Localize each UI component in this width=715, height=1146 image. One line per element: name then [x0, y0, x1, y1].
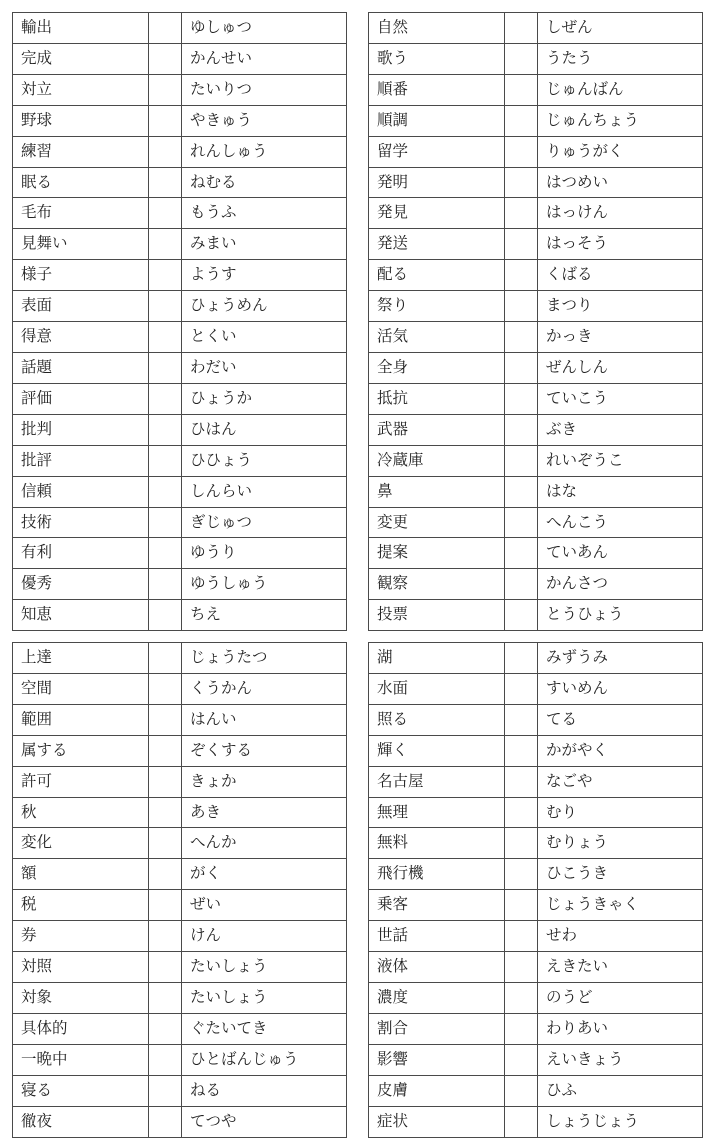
blank-cell — [149, 1106, 182, 1137]
table-row — [13, 352, 347, 383]
table-row — [13, 383, 347, 414]
blank-cell — [149, 673, 182, 704]
table-row — [369, 766, 703, 797]
blank-cell — [505, 1013, 538, 1044]
reading-cell: ぎじゅつ — [182, 507, 347, 538]
blank-cell — [149, 1044, 182, 1075]
table-row — [13, 643, 347, 674]
table-row — [369, 74, 703, 105]
blank-cell — [505, 921, 538, 952]
blank-cell — [505, 538, 538, 569]
blank-cell — [149, 414, 182, 445]
table-row — [369, 1075, 703, 1106]
blank-cell — [505, 291, 538, 322]
blank-cell — [149, 828, 182, 859]
kanji-cell: 対立 — [13, 74, 149, 105]
reading-cell: かっき — [538, 322, 703, 353]
reading-cell: ひひょう — [182, 445, 347, 476]
reading-cell: くばる — [538, 260, 703, 291]
blank-cell — [505, 797, 538, 828]
table-row — [13, 43, 347, 74]
blank-cell — [505, 569, 538, 600]
table-row — [369, 569, 703, 600]
reading-cell: ぐたいてき — [182, 1013, 347, 1044]
kanji-cell: 発送 — [369, 229, 505, 260]
kanji-cell: 投票 — [369, 600, 505, 631]
reading-cell: はな — [538, 476, 703, 507]
blank-cell — [505, 766, 538, 797]
reading-cell: のうど — [538, 982, 703, 1013]
kanji-cell: 留学 — [369, 136, 505, 167]
blank-cell — [505, 13, 538, 44]
reading-cell: ぜい — [182, 890, 347, 921]
table-row — [13, 13, 347, 44]
blank-cell — [505, 229, 538, 260]
kanji-cell: 徹夜 — [13, 1106, 149, 1137]
reading-cell: みまい — [182, 229, 347, 260]
blank-cell — [149, 445, 182, 476]
kanji-cell: 上達 — [13, 643, 149, 674]
table-row — [369, 1013, 703, 1044]
table-row — [13, 673, 347, 704]
reading-cell: すいめん — [538, 673, 703, 704]
reading-cell: ていこう — [538, 383, 703, 414]
kanji-cell: 寝る — [13, 1075, 149, 1106]
table-row — [369, 136, 703, 167]
table-row — [13, 600, 347, 631]
kanji-cell: 表面 — [13, 291, 149, 322]
reading-cell: とくい — [182, 322, 347, 353]
blank-cell — [505, 74, 538, 105]
kanji-cell: 水面 — [369, 673, 505, 704]
table-row — [369, 859, 703, 890]
table-row — [369, 507, 703, 538]
blank-cell — [149, 643, 182, 674]
reading-cell: しぜん — [538, 13, 703, 44]
kanji-cell: 得意 — [13, 322, 149, 353]
blank-cell — [505, 352, 538, 383]
kanji-cell: 症状 — [369, 1106, 505, 1137]
table-row — [13, 476, 347, 507]
reading-cell: ひはん — [182, 414, 347, 445]
blank-cell — [149, 952, 182, 983]
reading-cell: れんしゅう — [182, 136, 347, 167]
blank-cell — [149, 766, 182, 797]
reading-cell: りゅうがく — [538, 136, 703, 167]
reading-cell: じょうたつ — [182, 643, 347, 674]
blank-cell — [149, 921, 182, 952]
kanji-cell: 完成 — [13, 43, 149, 74]
table-row — [13, 1044, 347, 1075]
kanji-cell: 属する — [13, 735, 149, 766]
kanji-cell: 対象 — [13, 982, 149, 1013]
table-row — [369, 735, 703, 766]
kanji-cell: 提案 — [369, 538, 505, 569]
reading-cell: まつり — [538, 291, 703, 322]
table-row — [13, 414, 347, 445]
blank-cell — [505, 952, 538, 983]
kanji-cell: 全身 — [369, 352, 505, 383]
blank-cell — [505, 890, 538, 921]
kanji-cell: 無料 — [369, 828, 505, 859]
kanji-cell: 発見 — [369, 198, 505, 229]
blank-cell — [505, 198, 538, 229]
blank-cell — [149, 105, 182, 136]
reading-cell: ねる — [182, 1075, 347, 1106]
reading-cell: てる — [538, 704, 703, 735]
blank-cell — [149, 507, 182, 538]
blank-cell — [149, 74, 182, 105]
reading-cell: ようす — [182, 260, 347, 291]
reading-cell: じゅんばん — [538, 74, 703, 105]
blank-cell — [149, 1013, 182, 1044]
kanji-cell: 自然 — [369, 13, 505, 44]
reading-cell: わりあい — [538, 1013, 703, 1044]
table-row — [369, 1044, 703, 1075]
table-row — [369, 921, 703, 952]
reading-cell: ひょうか — [182, 383, 347, 414]
table-row — [13, 445, 347, 476]
kanji-cell: 歌う — [369, 43, 505, 74]
table-row — [369, 445, 703, 476]
reading-cell: れいぞうこ — [538, 445, 703, 476]
kanji-cell: 輝く — [369, 735, 505, 766]
table-row — [369, 167, 703, 198]
table-row — [13, 1075, 347, 1106]
vocab-table-bottom-right — [368, 642, 703, 1138]
kanji-cell: 観察 — [369, 569, 505, 600]
table-row — [369, 890, 703, 921]
reading-cell: かんせい — [182, 43, 347, 74]
kanji-cell: 優秀 — [13, 569, 149, 600]
reading-cell: はっけん — [538, 198, 703, 229]
reading-cell: なごや — [538, 766, 703, 797]
table-row — [13, 704, 347, 735]
kanji-cell: 対照 — [13, 952, 149, 983]
table-row — [13, 766, 347, 797]
reading-cell: ゆうしゅう — [182, 569, 347, 600]
reading-cell: みずうみ — [538, 643, 703, 674]
table-row — [13, 322, 347, 353]
kanji-cell: 眠る — [13, 167, 149, 198]
blank-cell — [149, 600, 182, 631]
reading-cell: しょうじょう — [538, 1106, 703, 1137]
reading-cell: ひとばんじゅう — [182, 1044, 347, 1075]
table-row — [13, 952, 347, 983]
reading-cell: ゆしゅつ — [182, 13, 347, 44]
blank-cell — [149, 136, 182, 167]
kanji-cell: 乗客 — [369, 890, 505, 921]
kanji-cell: 濃度 — [369, 982, 505, 1013]
kanji-cell: 範囲 — [13, 704, 149, 735]
blank-cell — [505, 383, 538, 414]
reading-cell: けん — [182, 921, 347, 952]
kanji-cell: 名古屋 — [369, 766, 505, 797]
kanji-cell: 順調 — [369, 105, 505, 136]
kanji-cell: 練習 — [13, 136, 149, 167]
table-row — [369, 797, 703, 828]
reading-cell: うたう — [538, 43, 703, 74]
reading-cell: ぜんしん — [538, 352, 703, 383]
kanji-cell: 変化 — [13, 828, 149, 859]
blank-cell — [505, 735, 538, 766]
blank-cell — [149, 322, 182, 353]
blank-cell — [505, 260, 538, 291]
kanji-cell: 照る — [369, 704, 505, 735]
table-row — [369, 828, 703, 859]
blank-cell — [505, 43, 538, 74]
table-row — [369, 704, 703, 735]
kanji-cell: 具体的 — [13, 1013, 149, 1044]
kanji-cell: 券 — [13, 921, 149, 952]
reading-cell: えいきょう — [538, 1044, 703, 1075]
reading-cell: せわ — [538, 921, 703, 952]
kanji-cell: 評価 — [13, 383, 149, 414]
kanji-cell: 冷蔵庫 — [369, 445, 505, 476]
table-row — [13, 921, 347, 952]
reading-cell: はんい — [182, 704, 347, 735]
blank-cell — [149, 735, 182, 766]
kanji-cell: 税 — [13, 890, 149, 921]
kanji-cell: 額 — [13, 859, 149, 890]
kanji-cell: 毛布 — [13, 198, 149, 229]
blank-cell — [149, 198, 182, 229]
kanji-cell: 輸出 — [13, 13, 149, 44]
blank-cell — [149, 167, 182, 198]
table-row — [13, 569, 347, 600]
table-row — [13, 105, 347, 136]
kanji-cell: 野球 — [13, 105, 149, 136]
blank-cell — [505, 136, 538, 167]
blank-cell — [149, 291, 182, 322]
kanji-cell: 発明 — [369, 167, 505, 198]
reading-cell: ぞくする — [182, 735, 347, 766]
table-row — [13, 859, 347, 890]
blank-cell — [505, 859, 538, 890]
reading-cell: あき — [182, 797, 347, 828]
kanji-cell: 武器 — [369, 414, 505, 445]
table-row — [369, 952, 703, 983]
reading-cell: くうかん — [182, 673, 347, 704]
table-row — [369, 43, 703, 74]
kanji-cell: 一晩中 — [13, 1044, 149, 1075]
blank-cell — [505, 600, 538, 631]
blank-cell — [149, 260, 182, 291]
table-row — [13, 260, 347, 291]
kanji-cell: 順番 — [369, 74, 505, 105]
table-row — [13, 136, 347, 167]
reading-cell: ねむる — [182, 167, 347, 198]
blank-cell — [149, 352, 182, 383]
kanji-cell: 影響 — [369, 1044, 505, 1075]
table-row — [369, 198, 703, 229]
table-row — [369, 643, 703, 674]
table-row — [369, 982, 703, 1013]
blank-cell — [505, 673, 538, 704]
table-row — [13, 828, 347, 859]
reading-cell: ゆうり — [182, 538, 347, 569]
table-row — [13, 167, 347, 198]
reading-cell: へんこう — [538, 507, 703, 538]
reading-cell: しんらい — [182, 476, 347, 507]
kanji-cell: 有利 — [13, 538, 149, 569]
kanji-cell: 信頼 — [13, 476, 149, 507]
kanji-cell: 湖 — [369, 643, 505, 674]
table-row — [369, 600, 703, 631]
blank-cell — [149, 859, 182, 890]
kanji-cell: 批判 — [13, 414, 149, 445]
blank-cell — [149, 229, 182, 260]
reading-cell: きょか — [182, 766, 347, 797]
table-row — [369, 105, 703, 136]
kanji-cell: 皮膚 — [369, 1075, 505, 1106]
reading-cell: えきたい — [538, 952, 703, 983]
blank-cell — [149, 704, 182, 735]
reading-cell: たいしょう — [182, 982, 347, 1013]
blank-cell — [149, 797, 182, 828]
blank-cell — [505, 1106, 538, 1137]
blank-cell — [505, 643, 538, 674]
reading-cell: ひこうき — [538, 859, 703, 890]
kanji-cell: 許可 — [13, 766, 149, 797]
blank-cell — [505, 1075, 538, 1106]
vocab-table-top-right — [368, 12, 703, 631]
kanji-cell: 活気 — [369, 322, 505, 353]
reading-cell: へんか — [182, 828, 347, 859]
reading-cell: がく — [182, 859, 347, 890]
table-row — [13, 229, 347, 260]
kanji-cell: 様子 — [13, 260, 149, 291]
blank-cell — [505, 704, 538, 735]
reading-cell: かんさつ — [538, 569, 703, 600]
kanji-cell: 秋 — [13, 797, 149, 828]
kanji-cell: 空間 — [13, 673, 149, 704]
blank-cell — [505, 828, 538, 859]
kanji-cell: 祭り — [369, 291, 505, 322]
table-row — [13, 507, 347, 538]
kanji-cell: 鼻 — [369, 476, 505, 507]
table-row — [13, 198, 347, 229]
table-row — [369, 414, 703, 445]
table-row — [13, 74, 347, 105]
blank-cell — [149, 43, 182, 74]
table-row — [369, 322, 703, 353]
kanji-cell: 知恵 — [13, 600, 149, 631]
blank-cell — [149, 982, 182, 1013]
reading-cell: かがやく — [538, 735, 703, 766]
table-row — [13, 538, 347, 569]
kanji-cell: 見舞い — [13, 229, 149, 260]
blank-cell — [149, 383, 182, 414]
blank-cell — [149, 890, 182, 921]
table-row — [369, 673, 703, 704]
kanji-cell: 技術 — [13, 507, 149, 538]
kanji-cell: 批評 — [13, 445, 149, 476]
table-row — [13, 291, 347, 322]
reading-cell: じょうきゃく — [538, 890, 703, 921]
reading-cell: てつや — [182, 1106, 347, 1137]
blank-cell — [505, 1044, 538, 1075]
blank-cell — [149, 476, 182, 507]
reading-cell: たいしょう — [182, 952, 347, 983]
table-row — [13, 890, 347, 921]
kanji-cell: 割合 — [369, 1013, 505, 1044]
table-row — [369, 1106, 703, 1137]
kanji-cell: 変更 — [369, 507, 505, 538]
table-row — [13, 982, 347, 1013]
table-row — [369, 260, 703, 291]
table-row — [369, 476, 703, 507]
blank-cell — [505, 322, 538, 353]
reading-cell: もうふ — [182, 198, 347, 229]
reading-cell: やきゅう — [182, 105, 347, 136]
kanji-cell: 抵抗 — [369, 383, 505, 414]
reading-cell: はっそう — [538, 229, 703, 260]
kanji-cell: 液体 — [369, 952, 505, 983]
reading-cell: むり — [538, 797, 703, 828]
blank-cell — [505, 445, 538, 476]
table-row — [369, 383, 703, 414]
table-row — [13, 1106, 347, 1137]
kanji-cell: 配る — [369, 260, 505, 291]
blank-cell — [505, 167, 538, 198]
kanji-cell: 話題 — [13, 352, 149, 383]
reading-cell: ていあん — [538, 538, 703, 569]
vocab-table-top-left — [12, 12, 347, 631]
reading-cell: ひょうめん — [182, 291, 347, 322]
reading-cell: ぶき — [538, 414, 703, 445]
table-row — [369, 352, 703, 383]
table-row — [369, 538, 703, 569]
table-row — [369, 13, 703, 44]
reading-cell: はつめい — [538, 167, 703, 198]
kanji-cell: 飛行機 — [369, 859, 505, 890]
reading-cell: ひふ — [538, 1075, 703, 1106]
blank-cell — [149, 1075, 182, 1106]
kanji-cell: 世話 — [369, 921, 505, 952]
blank-cell — [505, 982, 538, 1013]
reading-cell: わだい — [182, 352, 347, 383]
table-row — [369, 229, 703, 260]
blank-cell — [149, 13, 182, 44]
blank-cell — [505, 476, 538, 507]
blank-cell — [505, 105, 538, 136]
blank-cell — [505, 414, 538, 445]
kanji-cell: 無理 — [369, 797, 505, 828]
blank-cell — [149, 569, 182, 600]
reading-cell: とうひょう — [538, 600, 703, 631]
reading-cell: じゅんちょう — [538, 105, 703, 136]
reading-cell: ちえ — [182, 600, 347, 631]
table-row — [13, 797, 347, 828]
vocab-table-bottom-left — [12, 642, 347, 1138]
table-row — [369, 291, 703, 322]
table-row — [13, 735, 347, 766]
reading-cell: たいりつ — [182, 74, 347, 105]
table-row — [13, 1013, 347, 1044]
blank-cell — [149, 538, 182, 569]
reading-cell: むりょう — [538, 828, 703, 859]
blank-cell — [505, 507, 538, 538]
